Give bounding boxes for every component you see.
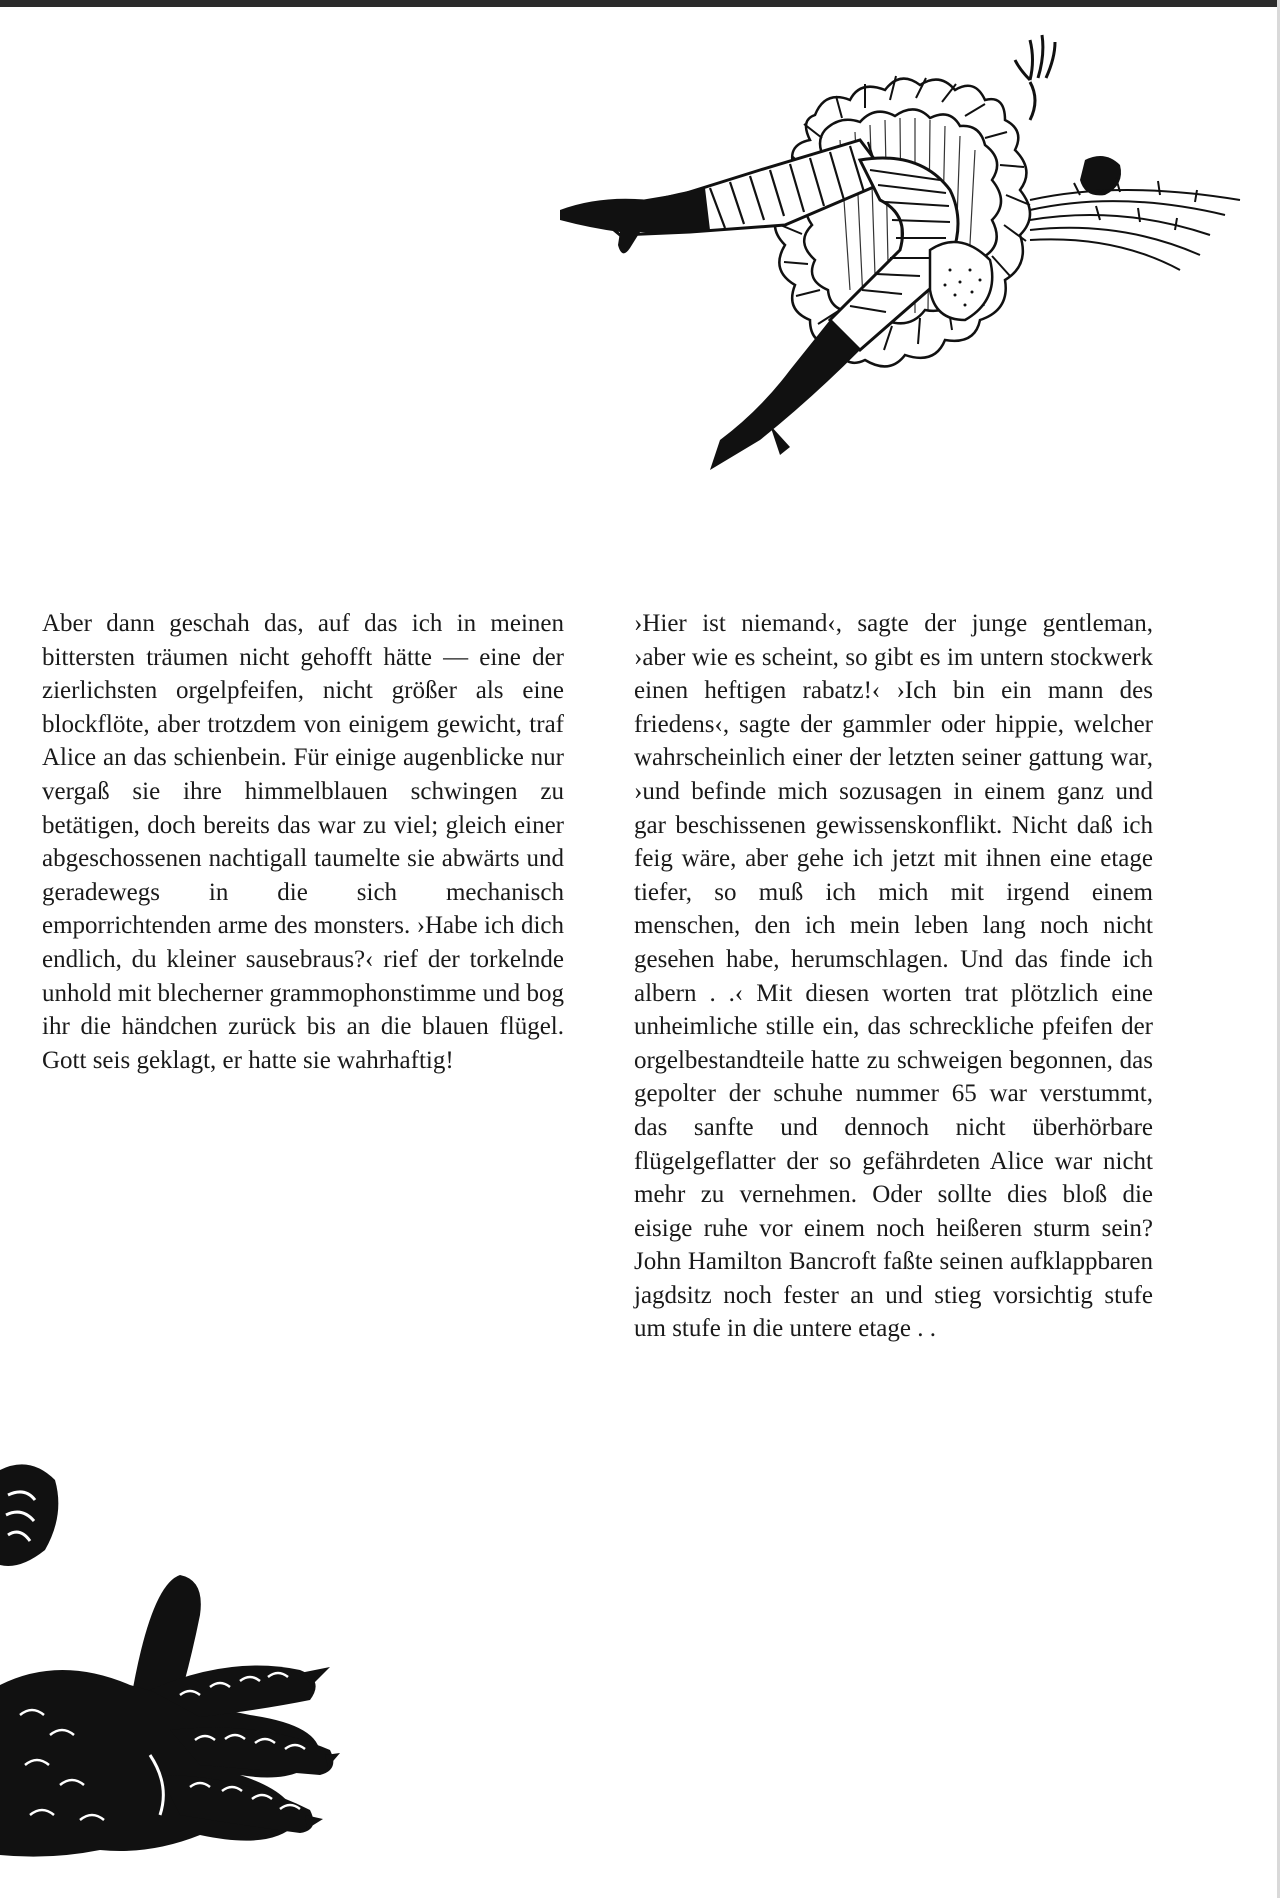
can-can-dancer-legs-illustration xyxy=(560,20,1280,470)
text-column-left: Aber dann geschah das, auf das ich in meinen bittersten träumen nicht gehofft hätte — eine der zierlichsten orgelpfeifen, nicht größer als eine blockflöte, aber trotzdem von einigem gewicht, traf Alice an das schienbein. Für einige augenblicke nur vergaß sie ihre himmelblauen schwingen zu betätigen, doch bereits das war zu viel; gleich einer abgeschossenen nachtigall taumelte sie abwärts und geradewegs in die sich mechanisch emporrichtenden arme des monsters. ›Habe ich dich endlich, du kleiner sausebraus?‹ rief der torkelnde unhold mit blecherner grammophonstimme und bog ihr die händchen zurück bis an die blauen flügel. Gott seis geklagt, er hatte sie wahrhaftig! xyxy=(42,610,564,1074)
text-column-right: ›Hier ist niemand‹, sagte der junge gentleman, ›aber wie es scheint, so gibt es im untern stockwerk einen heftigen rabatz!‹ ›Ich bin ein mann des friedens‹, sagte der gammler oder hippie, welcher wahrscheinlich einer der letzten seiner gattung war, ›und befinde mich sozusagen in einem ganz und gar beschissenen gewissenskonflikt. Nicht daß ich feig wäre, aber gehe ich jetzt mit ihnen eine etage tiefer, so muß ich mich mit irgend einem menschen, den ich mein leben lang noch nicht gesehen habe, herumschlagen. Und das finde ich albern . .‹ Mit diesen worten trat plötzlich eine unheimliche stille ein, das schreckliche pfeifen der orgelbestandteile hatte zu schweigen begonnen, das gepolter der schuhe nummer 65 war verstummt, das sanfte und dennoch nicht überhörbare flügelgeflatter der so gefährdeten Alice war nicht mehr zu vernehmen. Oder sollte dies bloß die eisige ruhe vor einem noch heißeren sturm sein? John Hamilton Bancroft faßte seinen aufklappbaren jagdsitz noch fester an und stieg vorsichtig stufe um stufe in die untere etage . . xyxy=(634,610,1153,1343)
monster-hand-illustration xyxy=(0,1455,340,1875)
page-top-edge xyxy=(0,0,1280,7)
